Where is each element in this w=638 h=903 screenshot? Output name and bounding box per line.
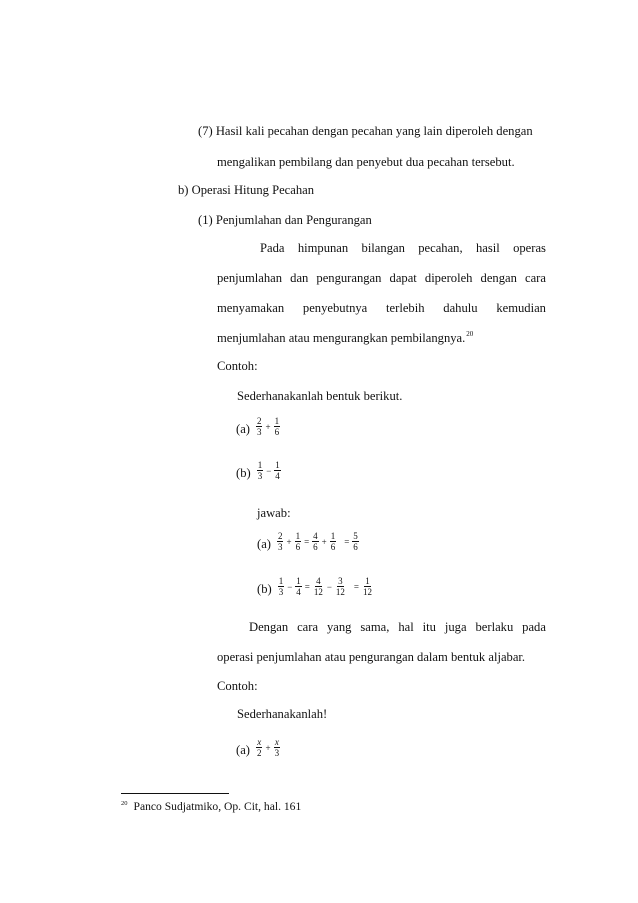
operator: + (265, 421, 271, 432)
word: yang (326, 620, 352, 634)
fraction: $\frac{1}{4}$ (275, 460, 280, 481)
item-7-line-2: mengalikan pembilang dan penyebut dua pecahan tersebut. (217, 155, 515, 169)
word: dan (290, 271, 309, 285)
footnote-text: Panco Sudjatmiko, Op. Cit, hal. 161 (133, 800, 302, 813)
word: pada (522, 620, 546, 634)
fraction: $\frac{1}{3}$ (257, 460, 263, 481)
fraction: $\frac{4}{6}$ (313, 531, 318, 552)
fraction: $\frac{2}{3}$ (256, 416, 262, 437)
word: bilangan (361, 241, 405, 255)
answer-b (257, 576, 373, 597)
word: penyebutnya (302, 301, 368, 315)
word: sama, (360, 620, 390, 634)
exercise-b-label: (b) (236, 466, 251, 480)
paragraph-line-3 (217, 301, 546, 316)
exercise-b (236, 460, 281, 481)
answer-a (257, 531, 359, 552)
footnote-number: 20 (121, 800, 128, 807)
exercise-instruction-2: Sederhanakanlah! (237, 707, 328, 721)
fraction: $\frac{4}{12}$ (313, 576, 323, 597)
subsection-1-heading: (1) Penjumlahan dan Pengurangan (198, 213, 372, 227)
word: menyamakan (217, 301, 285, 315)
footnote-separator (121, 793, 229, 794)
word: cara (297, 620, 319, 634)
contoh-label-1: Contoh: (217, 359, 258, 373)
operator: − (287, 581, 293, 592)
word: pengurangan (316, 271, 382, 285)
equals: = (304, 536, 310, 547)
fraction: $\frac{1}{6}$ (274, 416, 280, 437)
word: pecahan, (418, 241, 463, 255)
word: operas (513, 241, 546, 255)
contoh-label-2: Contoh: (217, 679, 258, 693)
paragraph-line-4-text: menjumlahan atau mengurangkan pembilangnya. (217, 331, 466, 345)
answer-a-label: (a) (257, 537, 271, 551)
fraction: $\frac{x}{3}$ (274, 737, 280, 758)
fraction: $\frac{1}{6}$ (330, 531, 336, 552)
jawab-label: jawab: (257, 506, 291, 520)
word: diperoleh (424, 271, 473, 285)
algebra-exercise-a (236, 737, 280, 758)
footnote (121, 800, 301, 813)
word: dengan (480, 271, 517, 285)
exercise-instruction-1: Sederhanakanlah bentuk berikut. (237, 389, 403, 403)
operator: + (286, 536, 292, 547)
fraction: $\frac{3}{12}$ (335, 576, 345, 597)
section-b-heading: b) Operasi Hitung Pecahan (178, 183, 315, 197)
fraction: $\frac{2}{3}$ (277, 531, 283, 552)
word: kemudian (496, 301, 546, 315)
word: berlaku (475, 620, 514, 634)
operator: − (266, 465, 272, 476)
fraction: $\frac{1}{6}$ (295, 531, 301, 552)
paragraph-2-line-2: operasi penjumlahan atau pengurangan dalam bentuk aljabar. (217, 650, 526, 664)
word: itu (422, 620, 436, 634)
item-7-line-1: (7) Hasil kali pecahan dengan pecahan yang lain diperoleh dengan (198, 124, 533, 138)
footnote-ref: 20 (466, 330, 474, 338)
exercise-a (236, 416, 280, 437)
word: hal (398, 620, 414, 634)
operator: + (265, 742, 271, 753)
word: Pada (260, 241, 285, 255)
operator: − (326, 581, 332, 592)
paragraph-2-line-1 (249, 620, 546, 635)
fraction: $\frac{1}{4}$ (296, 576, 301, 597)
word: hasil (475, 241, 500, 255)
word: Dengan (249, 620, 289, 634)
equals: = (304, 581, 310, 592)
answer-b-label: (b) (257, 582, 272, 596)
word: penjumlahan (217, 271, 283, 285)
equals: = (353, 581, 359, 592)
fraction: $\frac{1}{12}$ (363, 576, 372, 597)
word: juga (444, 620, 467, 634)
exercise-a-label: (a) (236, 422, 250, 436)
word: terlebih (386, 301, 425, 315)
paragraph-line-4 (217, 330, 473, 346)
fraction: $\frac{1}{3}$ (278, 576, 284, 597)
paragraph-line-1 (260, 241, 546, 256)
algebra-exercise-a-label: (a) (236, 743, 250, 757)
paragraph-line-2 (217, 271, 546, 286)
equals: = (344, 536, 350, 547)
word: cara (524, 271, 546, 285)
fraction: $\frac{x}{2}$ (256, 737, 262, 758)
fraction: $\frac{5}{6}$ (353, 531, 358, 552)
word: dapat (389, 271, 417, 285)
word: dahulu (443, 301, 478, 315)
word: himpunan (297, 241, 349, 255)
operator: + (321, 536, 327, 547)
